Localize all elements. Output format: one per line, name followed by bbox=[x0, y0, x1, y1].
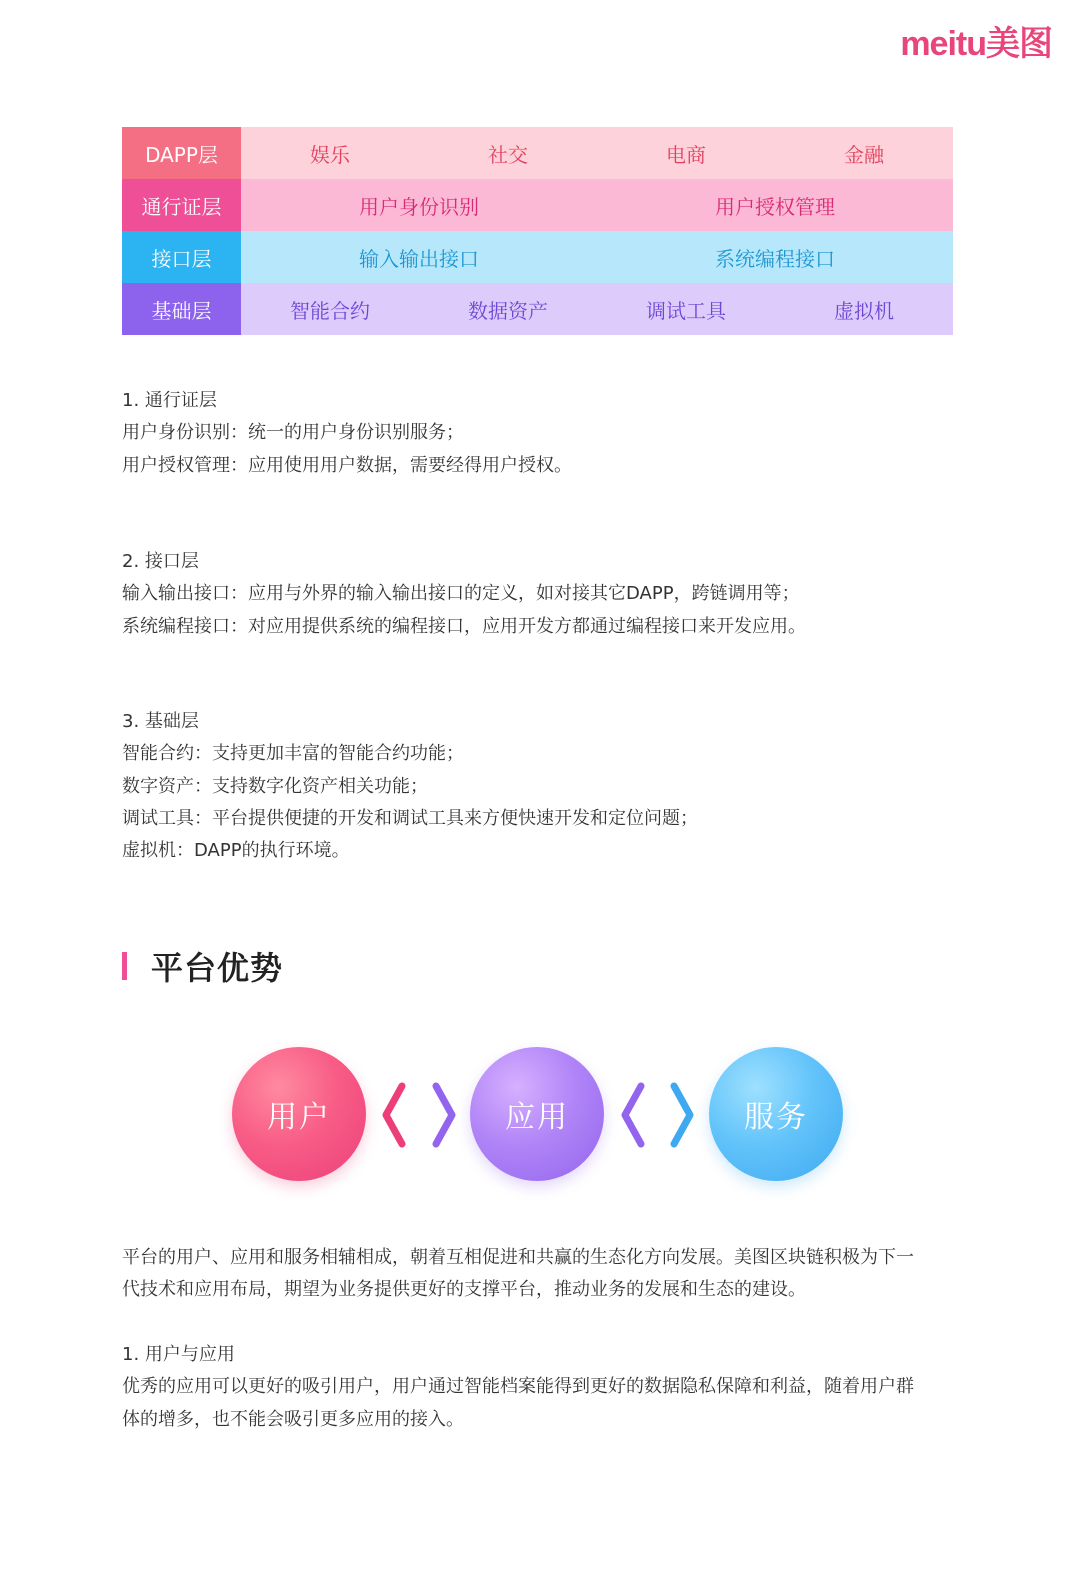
heading-title: 平台优势 bbox=[151, 949, 284, 987]
layer-label: 接口层 bbox=[122, 231, 241, 283]
layer-label: 基础层 bbox=[122, 283, 241, 335]
chevron-left-icon bbox=[617, 1080, 647, 1150]
text-line: 输入输出接口：应用与外界的输入输出接口的定义，如对接其它DAPP，跨链调用等； bbox=[122, 583, 800, 605]
section-user-and-app bbox=[122, 1339, 962, 1436]
summary-paragraph bbox=[122, 1242, 962, 1307]
chevron-right-icon bbox=[430, 1080, 460, 1150]
section-passport-layer bbox=[122, 385, 962, 482]
layer-label: 通行证层 bbox=[122, 179, 241, 231]
text-line: 系统编程接口：对应用提供系统的编程接口，应用开发方都通过编程接口来开发应用。 bbox=[122, 615, 806, 637]
section-title: 1. 用户与应用 bbox=[122, 1344, 235, 1365]
layer-cell: 社交 bbox=[488, 142, 528, 167]
meitu-logo: meitu美图 bbox=[900, 25, 1052, 63]
layer-cell: 娱乐 bbox=[310, 142, 350, 167]
text-line: 优秀的应用可以更好的吸引用户，用户通过智能档案能得到更好的数据隐私保障和利益，随着用户群 bbox=[122, 1376, 914, 1398]
layer-label: DAPP层 bbox=[122, 127, 241, 179]
layer-cell: 虚拟机 bbox=[834, 298, 894, 323]
layer-cell: 输入输出接口 bbox=[359, 246, 479, 271]
layer-cell: 金融 bbox=[844, 142, 884, 167]
section-base-layer bbox=[122, 706, 962, 867]
layer-row-dapp bbox=[122, 127, 953, 179]
text-line: 数字资产：支持数字化资产相关功能； bbox=[122, 775, 428, 797]
layer-cell: 调试工具 bbox=[646, 298, 726, 323]
node-service: 服务 bbox=[709, 1047, 843, 1181]
node-application: 应用 bbox=[470, 1047, 604, 1181]
text-line: 代技术和应用布局，期望为业务提供更好的支撑平台，推动业务的发展和生态的建设。 bbox=[122, 1279, 806, 1301]
chevron-right-icon bbox=[668, 1080, 698, 1150]
architecture-layer-table bbox=[122, 127, 953, 335]
heading-accent-bar bbox=[122, 952, 127, 980]
node-user: 用户 bbox=[232, 1047, 366, 1181]
chevron-left-icon bbox=[378, 1080, 408, 1150]
layer-row-passport bbox=[122, 179, 953, 231]
text-line: 用户身份识别：统一的用户身份识别服务； bbox=[122, 422, 464, 444]
layer-cell: 数据资产 bbox=[468, 298, 548, 323]
text-line: 平台的用户、应用和服务相辅相成，朝着互相促进和共赢的生态化方向发展。美图区块链积极为下一 bbox=[122, 1247, 914, 1268]
section-heading bbox=[122, 946, 283, 986]
layer-cell: 用户身份识别 bbox=[359, 194, 479, 219]
section-title: 2. 接口层 bbox=[122, 551, 199, 572]
section-title: 3. 基础层 bbox=[122, 711, 199, 732]
section-title: 1. 通行证层 bbox=[122, 390, 217, 411]
section-interface-layer bbox=[122, 546, 962, 643]
layer-cell: 电商 bbox=[666, 142, 706, 167]
layer-cell: 系统编程接口 bbox=[715, 246, 835, 271]
text-line: 虚拟机：DAPP的执行环境。 bbox=[122, 840, 350, 862]
text-line: 调试工具：平台提供便捷的开发和调试工具来方便快速开发和定位问题； bbox=[122, 807, 698, 829]
text-line: 体的增多，也不能会吸引更多应用的接入。 bbox=[122, 1408, 464, 1430]
text-line: 智能合约：支持更加丰富的智能合约功能； bbox=[122, 743, 464, 765]
text-line: 用户授权管理：应用使用用户数据，需要经得用户授权。 bbox=[122, 454, 572, 476]
layer-row-base bbox=[122, 283, 953, 335]
layer-row-interface bbox=[122, 231, 953, 283]
layer-cell: 用户授权管理 bbox=[715, 194, 835, 219]
layer-cell: 智能合约 bbox=[290, 298, 370, 323]
